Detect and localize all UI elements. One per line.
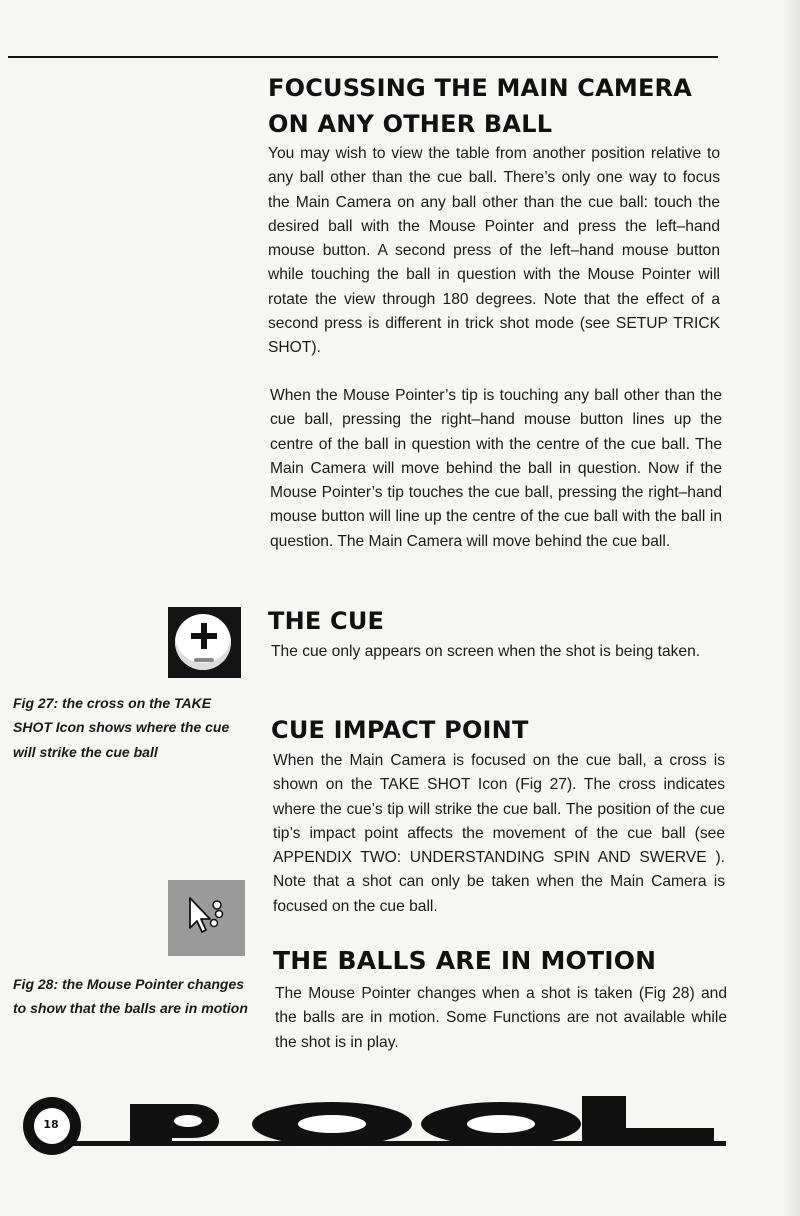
paragraph-the-cue: The cue only appears on screen when the shot is being taken. (271, 643, 701, 660)
paragraph-cue-impact-point: When the Main Camera is focused on the cue ball, a cross is shown on the TAKE SHOT Icon (Fig 27). The cross indicates where the cue’s tip will strike the cue ball. The position of the cue tip’s impact point affects the movement of the cue ball (see APPENDIX TWO: UNDERSTANDING SPIN AND SWERVE ). Note that a shot can only be taken when the Main Camera is focused on the cue ball. (273, 752, 725, 915)
top-rule (8, 56, 718, 58)
pool-logo (14, 1088, 726, 1158)
heading-the-cue: THE CUE (268, 607, 385, 635)
heading-cue-impact-point: CUE IMPACT POINT (271, 716, 529, 744)
caption-fig28: Fig 28: the Mouse Pointer changes to show that the balls are in motion (13, 976, 248, 1017)
page-edge-shadow (782, 0, 800, 1216)
take-shot-cross-icon (168, 607, 241, 678)
page-number: 18 (43, 1118, 59, 1131)
paragraph-focus-2: When the Mouse Pointer’s tip is touching any ball other than the cue ball, pressing the right–hand mouse button lines up the centre of the ball in question with the centre of the cue ball. The Main Camera will move behind the ball in question. Now if the Mouse Pointer’s tip touches the cue ball, pressing the right–hand mouse button will line up the centre of the cue ball with the ball in question. The Main Camera will move behind the cue ball. (270, 387, 722, 550)
heading-focussing: FOCUSSING THE MAIN CAMERA ON ANY OTHER BALL (268, 74, 693, 138)
paragraph-focus-1: You may wish to view the table from another position relative to any ball other than the cue ball. There’s only one way to focus the Main Camera on any ball other than the cue ball: touch the desired ball with the Mouse Pointer and press the left–hand mouse button. A second press of the left–hand mouse button while touching the ball in question with the Mouse Pointer will rotate the view through 180 degrees. Note that the effect of a second press is different in trick shot mode (see SETUP TRICK SHOT). (268, 145, 720, 357)
caption-fig27: Fig 27: the cross on the TAKE SHOT Icon shows where the cue will strike the cue ball (13, 695, 230, 760)
busy-mouse-pointer-icon (168, 880, 245, 956)
heading-balls-in-motion: THE BALLS ARE IN MOTION (273, 946, 657, 975)
paragraph-balls-in-motion: The Mouse Pointer changes when a shot is taken (Fig 28) and the balls are in motion. Some Functions are not available while the shot is in play. (275, 985, 727, 1051)
